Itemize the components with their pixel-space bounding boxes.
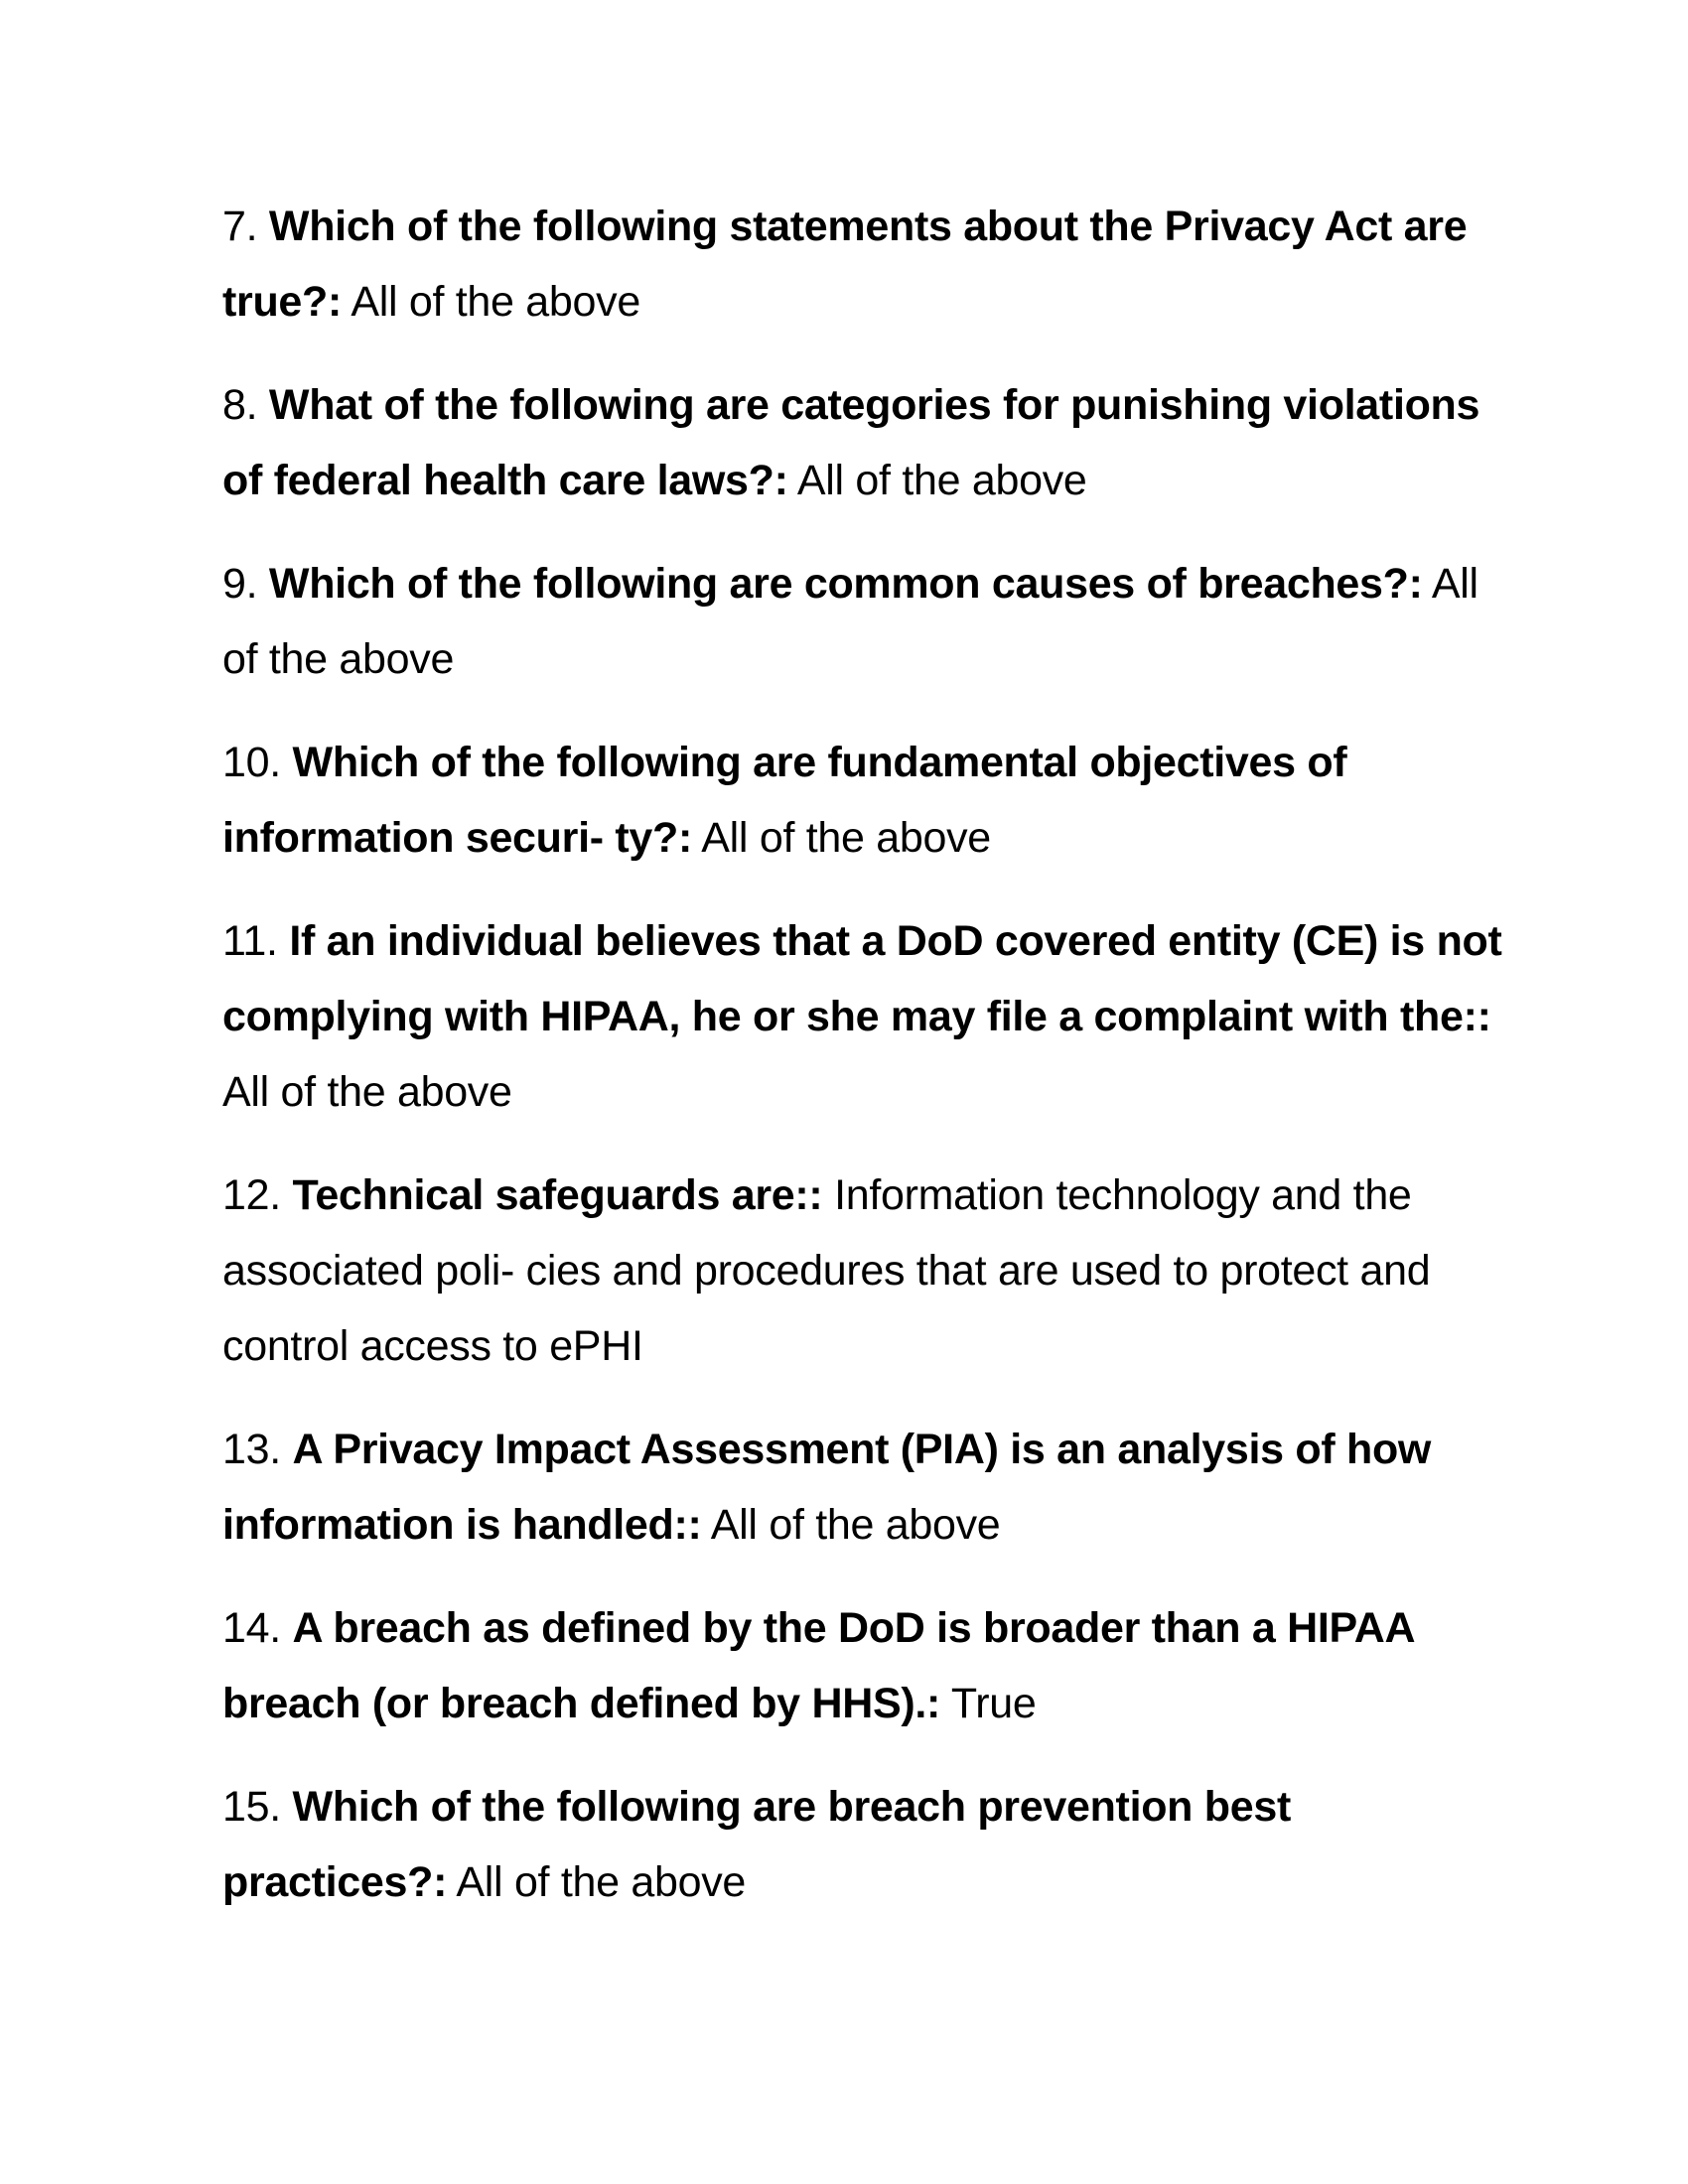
qa-item-13 (222, 1412, 1503, 1563)
qa-item-14 (222, 1590, 1503, 1741)
item-number: 13. (222, 1426, 281, 1473)
item-number: 14. (222, 1604, 281, 1652)
answer-text: All of the above (351, 278, 640, 326)
answer-text: All of the above (222, 560, 1478, 683)
item-number: 10. (222, 739, 281, 786)
answer-text: All of the above (701, 814, 991, 862)
answer-text: All of the above (710, 1501, 1001, 1549)
question-text: Technical safeguards are:: (292, 1171, 823, 1219)
question-text: Which of the following are common causes of breaches?: (268, 560, 1423, 608)
document-page (222, 189, 1503, 1948)
qa-item-11 (222, 903, 1503, 1130)
qa-item-8 (222, 367, 1503, 518)
question-text: Which of the following are breach prevention best practices?: (222, 1783, 1292, 1906)
item-number: 9. (222, 560, 258, 608)
question-text: Which of the following are fundamental objectives of information securi- ty?: (222, 739, 1347, 862)
answer-text: True (950, 1680, 1037, 1727)
qa-item-12 (222, 1158, 1503, 1384)
question-text: A Privacy Impact Assessment (PIA) is an analysis of how information is handled:: (222, 1426, 1432, 1549)
item-number: 8. (222, 381, 258, 429)
qa-item-9 (222, 546, 1503, 697)
answer-text: Information technology and the associated poli- cies and procedures that are used to protect and control access to ePHI (222, 1171, 1431, 1370)
item-number: 12. (222, 1171, 281, 1219)
item-number: 15. (222, 1783, 281, 1831)
answer-text: All of the above (796, 457, 1087, 504)
answer-text: All of the above (222, 1068, 512, 1116)
qa-item-10 (222, 725, 1503, 876)
question-text: A breach as defined by the DoD is broader than a HIPAA breach (or breach defined by HHS).: (222, 1604, 1414, 1727)
answer-text: All of the above (456, 1858, 747, 1906)
question-text: Which of the following statements about the Privacy Act are true?: (222, 203, 1468, 326)
question-text: What of the following are categories for punishing violations of federal health care laws?: (222, 381, 1480, 504)
item-number: 11. (222, 917, 278, 965)
question-text: If an individual believes that a DoD covered entity (CE) is not complying with HIPAA, he or she may file a complaint with the:: (222, 917, 1502, 1040)
item-number: 7. (222, 203, 258, 250)
qa-item-15 (222, 1769, 1503, 1920)
qa-item-7 (222, 189, 1503, 340)
